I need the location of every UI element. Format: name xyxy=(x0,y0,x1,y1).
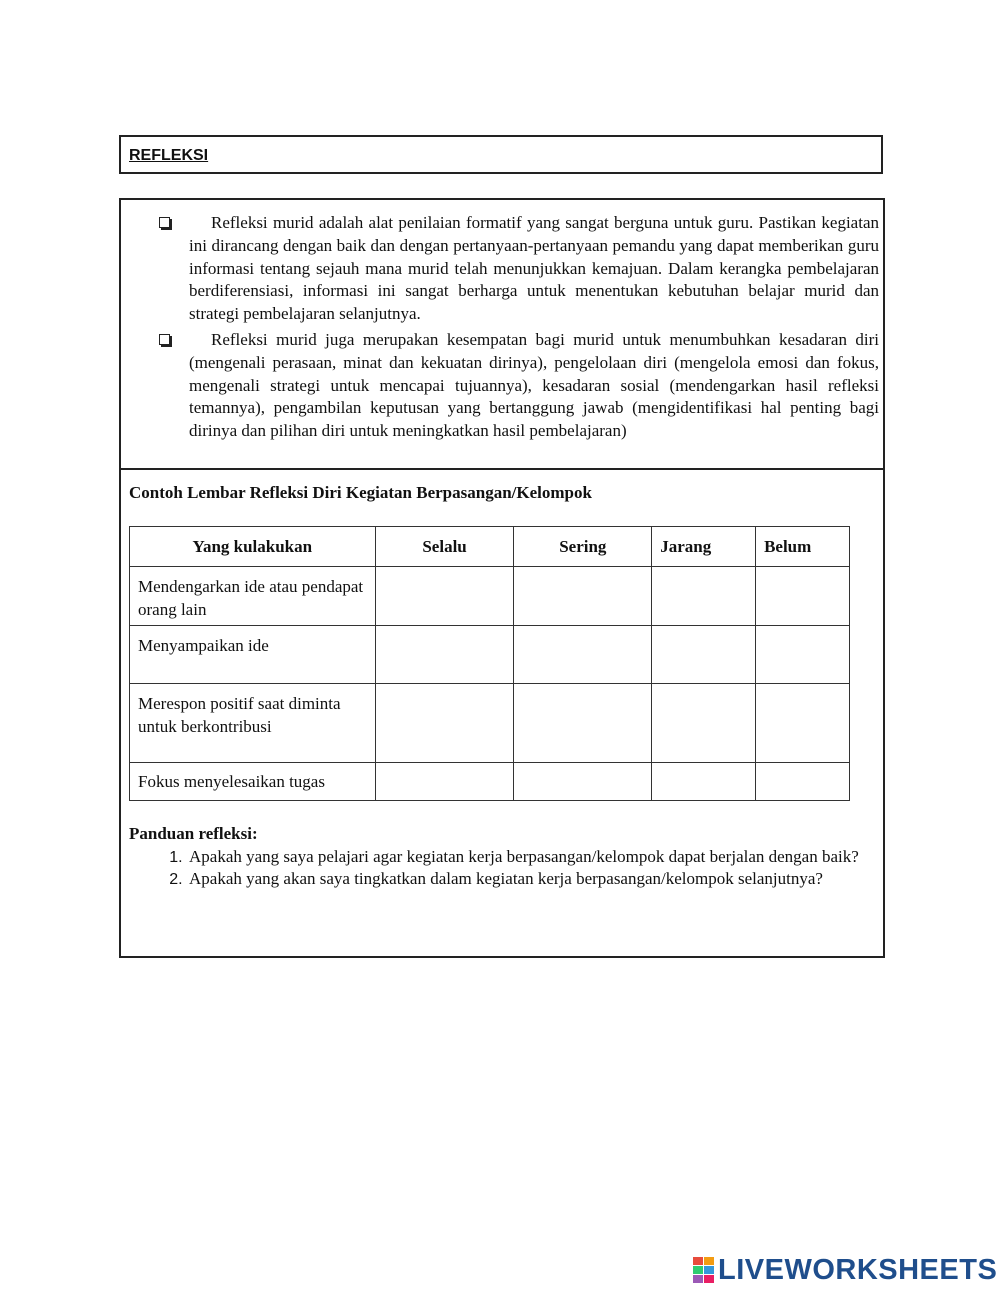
page-title: REFLEKSI xyxy=(129,147,209,164)
answer-cell[interactable] xyxy=(375,567,514,626)
sheet-title: Contoh Lembar Refleksi Diri Kegiatan Berpasangan/Kelompok xyxy=(129,483,592,502)
column-header: Yang kulakukan xyxy=(130,527,376,567)
liveworksheets-logo xyxy=(693,1254,997,1286)
column-header: Jarang xyxy=(652,527,756,567)
guide-question: 2. Apakah yang akan saya tingkatkan dalam kegiatan kerja berpasangan/kelompok selanjutnya? xyxy=(187,868,869,891)
guide-question-list xyxy=(129,846,869,891)
table-header-row xyxy=(130,527,850,567)
column-header: Belum xyxy=(756,527,850,567)
answer-cell[interactable] xyxy=(375,763,514,801)
intro-bullets xyxy=(159,212,879,446)
table-row xyxy=(130,626,850,684)
logo-block xyxy=(704,1257,714,1265)
column-header: Sering xyxy=(514,527,652,567)
answer-cell[interactable] xyxy=(652,626,756,684)
answer-cell[interactable] xyxy=(756,684,850,763)
intro-bullet-text: Refleksi murid adalah alat penilaian formatif yang sangat berguna untuk guru. Pastikan kegiatan ini dirancang dengan baik dan dengan pertanyaan-pertanyaan pemandu yang dapat memberikan guru informasi tentang sejauh mana murid telah menunjukkan kemajuan. Dalam kerangka pembelajaran berdiferensiasi, informasi ini sangat berharga untuk menentukan kebutuhan belajar murid dan strategi pembelajaran selanjutnya. xyxy=(189,213,879,324)
reflection-table xyxy=(129,526,850,801)
guide-title: Panduan refleksi: xyxy=(129,824,258,843)
logo-block xyxy=(693,1275,703,1283)
logo-block xyxy=(704,1275,714,1283)
row-label: Mendengarkan ide atau pendapat orang lain xyxy=(130,567,376,626)
row-label: Menyampaikan ide xyxy=(130,626,376,684)
answer-cell[interactable] xyxy=(514,626,652,684)
guide-question: 1. Apakah yang saya pelajari agar kegiatan kerja berpasangan/kelompok dapat berjalan dengan baik? xyxy=(187,846,869,869)
answer-cell[interactable] xyxy=(756,763,850,801)
reflection-guide xyxy=(129,823,869,891)
table-row xyxy=(130,684,850,763)
answer-cell[interactable] xyxy=(756,567,850,626)
answer-cell[interactable] xyxy=(652,684,756,763)
table-row xyxy=(130,763,850,801)
answer-cell[interactable] xyxy=(375,626,514,684)
logo-block xyxy=(693,1266,703,1274)
logo-block xyxy=(704,1266,714,1274)
section-divider xyxy=(121,468,883,470)
answer-cell[interactable] xyxy=(756,626,850,684)
reflection-content-box xyxy=(119,198,885,958)
column-header: Selalu xyxy=(375,527,514,567)
answer-cell[interactable] xyxy=(514,567,652,626)
row-label: Fokus menyelesaikan tugas xyxy=(130,763,376,801)
logo-text: LIVEWORKSHEETS xyxy=(718,1253,998,1286)
logo-blocks-icon xyxy=(693,1257,714,1283)
reflection-title-box xyxy=(119,135,883,174)
logo-block xyxy=(693,1257,703,1265)
intro-bullet xyxy=(159,212,879,326)
checkbox-bullet-icon xyxy=(159,334,170,345)
intro-bullet xyxy=(159,329,879,443)
answer-cell[interactable] xyxy=(652,763,756,801)
answer-cell[interactable] xyxy=(375,684,514,763)
row-label: Merespon positif saat diminta untuk berkontribusi xyxy=(130,684,376,763)
checkbox-bullet-icon xyxy=(159,217,170,228)
answer-cell[interactable] xyxy=(652,567,756,626)
answer-cell[interactable] xyxy=(514,684,652,763)
intro-bullet-text: Refleksi murid juga merupakan kesempatan bagi murid untuk menumbuhkan kesadaran diri (mengenali perasaan, minat dan kekuatan dirinya), pengelolaan diri (mengelola emosi dan fokus, mengenali strategi untuk mencapai tujuannya), kesadaran sosial (mendengarkan hasil refleksi temannya), pengambilan keputusan yang bertanggung jawab (mengidentifikasi hal penting bagi dirinya dan pilihan diri untuk meningkatkan hasil pembelajaran) xyxy=(189,329,879,441)
table-row xyxy=(130,567,850,626)
answer-cell[interactable] xyxy=(514,763,652,801)
